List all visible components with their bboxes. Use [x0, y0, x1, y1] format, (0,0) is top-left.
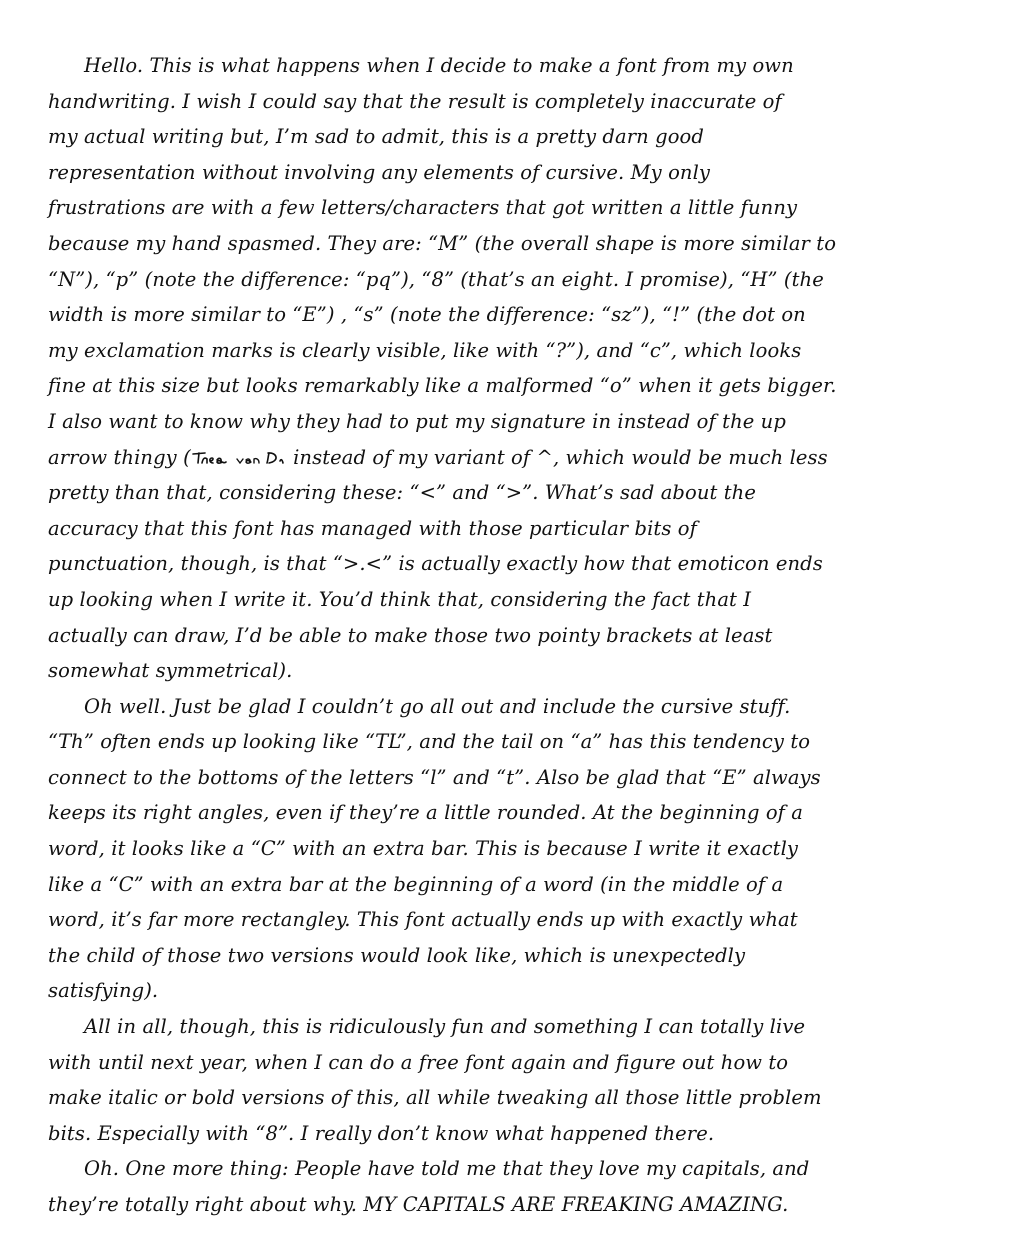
paragraph-2 [48, 689, 1020, 1009]
text-line: somewhat symmetrical). [48, 659, 293, 683]
text-line: like a “C” with an extra bar at the beginning of a word (in the middle of a [48, 872, 784, 896]
text-segment: arrow thingy ( [48, 445, 191, 469]
text-line: pretty than that, considering these: “<” and “>”. What’s sad about the [48, 481, 756, 505]
text-line: my exclamation marks is clearly visible, like with “?”), and “c”, which looks [48, 338, 802, 362]
text-line: All in all, though, this is ridiculously fun and something I can totally live [84, 1015, 806, 1039]
paragraph-1 [48, 48, 1020, 689]
text-line: Oh well. Just be glad I couldn’t go all out and include the cursive stuff. [84, 694, 791, 718]
text-line: Oh. One more thing: People have told me that they love my capitals, and [84, 1157, 810, 1181]
text-line: bits. Especially with “8”. I really don’t know what happened there. [48, 1121, 715, 1145]
paragraph-4 [48, 1151, 1020, 1222]
text-line: handwriting. I wish I could say that the result is completely inaccurate of [48, 89, 782, 113]
text-line: punctuation, though, is that “>.<” is actually exactly how that emoticon ends [48, 552, 823, 576]
text-line: make italic or bold versions of this, all while tweaking all those little problem [48, 1086, 822, 1110]
text-line: width is more similar to “E”) , “s” (note the difference: “sz”), “!” (the dot on [48, 303, 806, 327]
text-line: keeps its right angles, even if they’re a little rounded. At the beginning of a [48, 801, 804, 825]
text-line: Hello. This is what happens when I decide to make a font from my own [84, 54, 794, 77]
text-segment: instead of my variant of ^, which would be much less [286, 445, 828, 469]
text-line: satisfying). [48, 979, 159, 1003]
text-line-with-signature [48, 440, 1020, 476]
text-line: connect to the bottoms of the letters “l” and “t”. Also be glad that “E” always [48, 765, 821, 789]
text-line: with until next year, when I can do a free font again and figure out how to [48, 1050, 789, 1074]
text-line: “N”), “p” (note the difference: “pq”), “8” (that’s an eight. I promise), “H” (the [48, 267, 824, 291]
text-line: frustrations are with a few letters/characters that got written a little funny [48, 196, 798, 220]
text-line: up looking when I write it. You’d think that, considering the fact that I [48, 587, 752, 611]
text-line: word, it looks like a “C” with an extra bar. This is because I write it exactly [48, 837, 799, 861]
text-line: fine at this size but looks remarkably like a malformed “o” when it gets bigger. [48, 374, 837, 398]
signature-glyph [191, 450, 287, 466]
text-line: “Th” often ends up looking like “TL”, and the tail on “a” has this tendency to [48, 730, 811, 754]
text-line: because my hand spasmed. They are: “M” (the overall shape is more similar to [48, 231, 837, 255]
text-line: I also want to know why they had to put my signature in instead of the up [48, 409, 786, 433]
text-line: representation without involving any elements of cursive. My only [48, 160, 711, 184]
text-line: accuracy that this font has managed with those particular bits of [48, 516, 697, 540]
paragraph-3 [48, 1009, 1020, 1151]
text-line: they’re totally right about why. MY CAPITALS ARE FREAKING AMAZING. [48, 1193, 789, 1216]
text-line: my actual writing but, I’m sad to admit, this is a pretty darn good [48, 125, 704, 149]
text-line: word, it’s far more rectangley. This font actually ends up with exactly what [48, 908, 798, 932]
handwritten-document [48, 48, 1020, 1223]
text-line: actually can draw, I’d be able to make those two pointy brackets at least [48, 623, 773, 647]
text-line: the child of those two versions would look like, which is unexpectedly [48, 943, 746, 967]
